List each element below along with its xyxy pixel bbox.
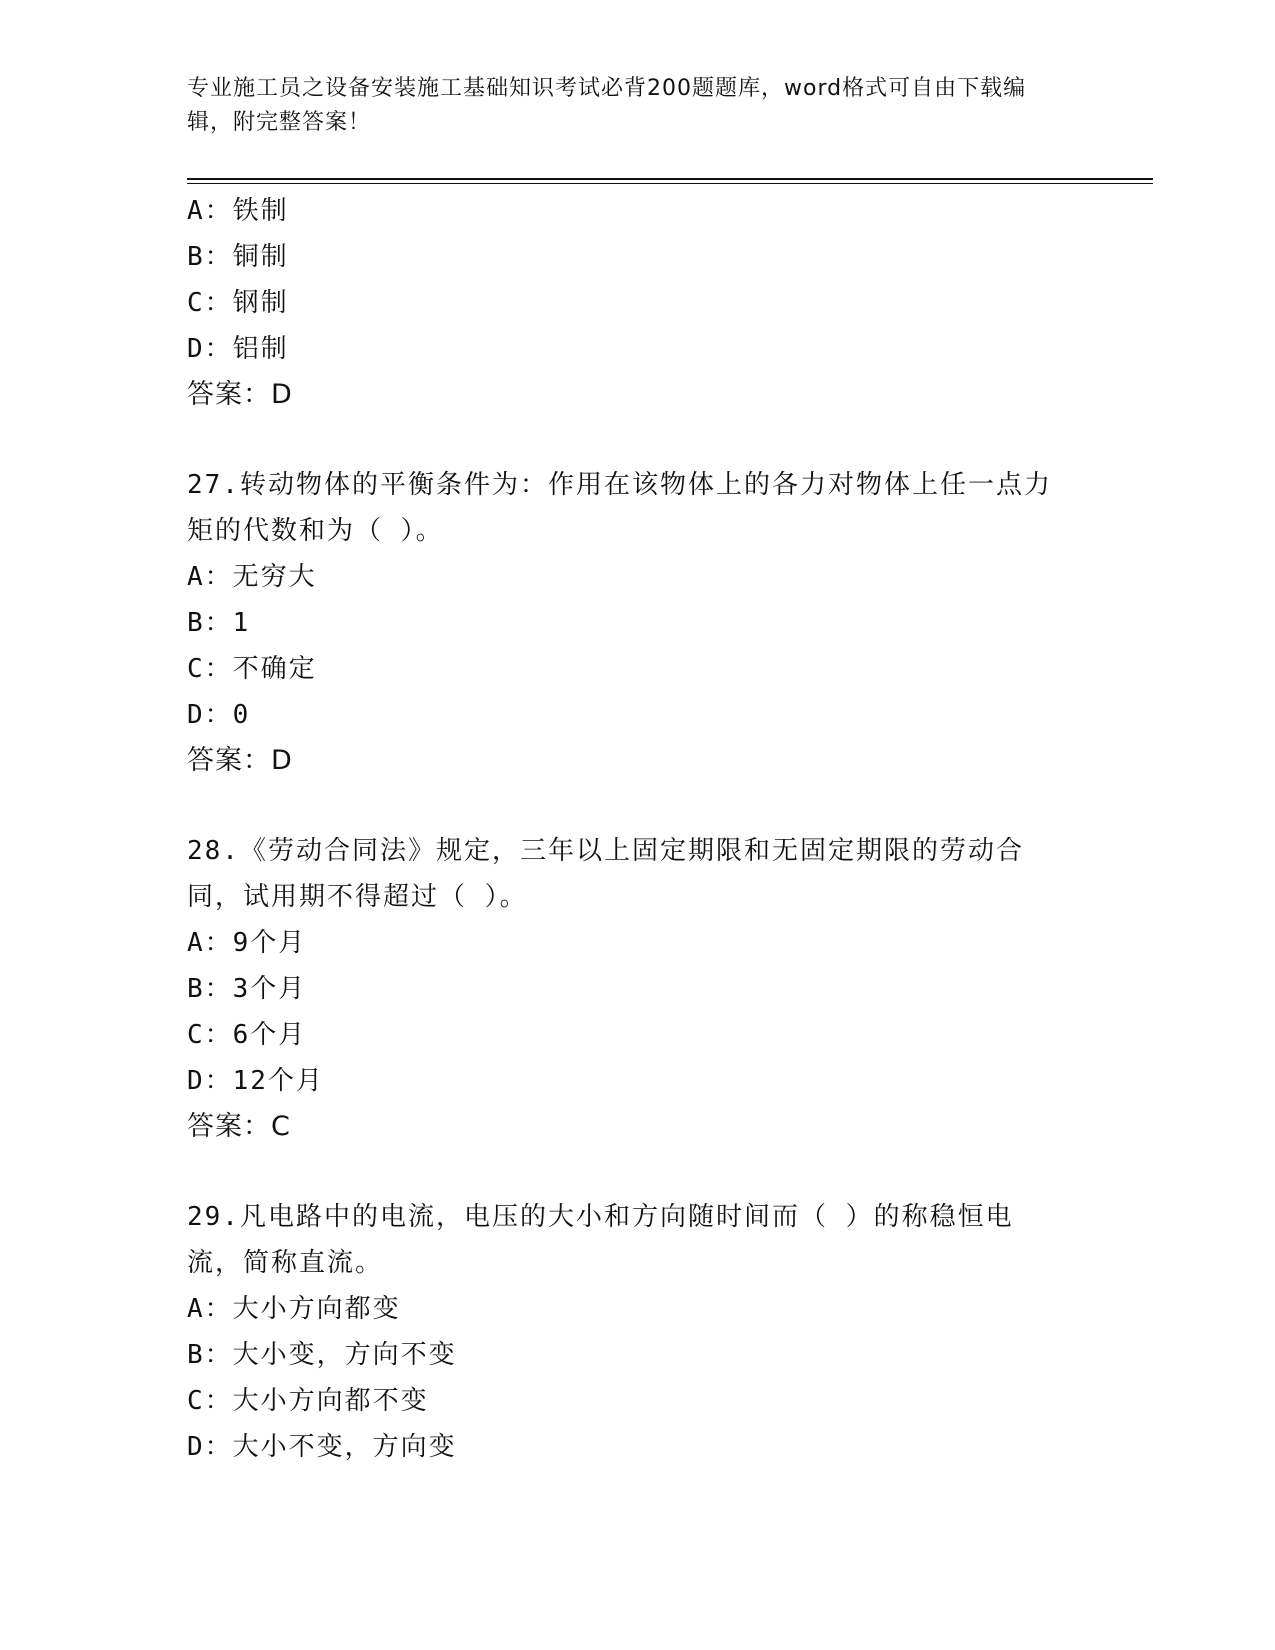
question-26 (187, 188, 1087, 418)
option-c: C：6个月 (187, 1020, 307, 1050)
option-c: C：钢制 (187, 288, 289, 318)
option-a: A：大小方向都变 (187, 1294, 401, 1324)
header-divider-thin (187, 183, 1153, 184)
answer: 答案：D (187, 745, 293, 776)
option-d: D：大小不变，方向变 (187, 1432, 457, 1462)
header-divider (187, 178, 1153, 180)
document-header: 专业施工员之设备安装施工基础知识考试必背200题题库，word格式可自由下载编辑，附完整答案！ (187, 76, 1027, 135)
option-a: A：无穷大 (187, 562, 317, 592)
answer: 答案：D (187, 379, 293, 410)
question-text: 27.转动物体的平衡条件为：作用在该物体上的各力对物体上任一点力矩的代数和为（ ）。 (187, 470, 1052, 546)
option-b: B：3个月 (187, 974, 307, 1004)
spacer (187, 1150, 1087, 1194)
question-28 (187, 828, 1087, 1150)
option-d: D：12个月 (187, 1066, 324, 1096)
spacer (187, 418, 1087, 462)
option-b: B：1 (187, 608, 251, 638)
option-c: C：不确定 (187, 654, 317, 684)
question-text: 28.《劳动合同法》规定，三年以上固定期限和无固定期限的劳动合同，试用期不得超过（ ）。 (187, 836, 1024, 912)
option-b: B：大小变，方向不变 (187, 1340, 457, 1370)
option-a: A：铁制 (187, 196, 289, 226)
question-text: 29.凡电路中的电流，电压的大小和方向随时间而（ ）的称稳恒电流，简称直流。 (187, 1202, 1014, 1278)
option-d: D：0 (187, 700, 251, 730)
question-list (187, 188, 1087, 1470)
question-27 (187, 462, 1087, 784)
option-c: C：大小方向都不变 (187, 1386, 429, 1416)
answer: 答案：C (187, 1111, 291, 1142)
option-b: B：铜制 (187, 242, 289, 272)
question-29 (187, 1194, 1087, 1470)
spacer (187, 784, 1087, 828)
option-a: A：9个月 (187, 928, 307, 958)
option-d: D：铝制 (187, 334, 289, 364)
